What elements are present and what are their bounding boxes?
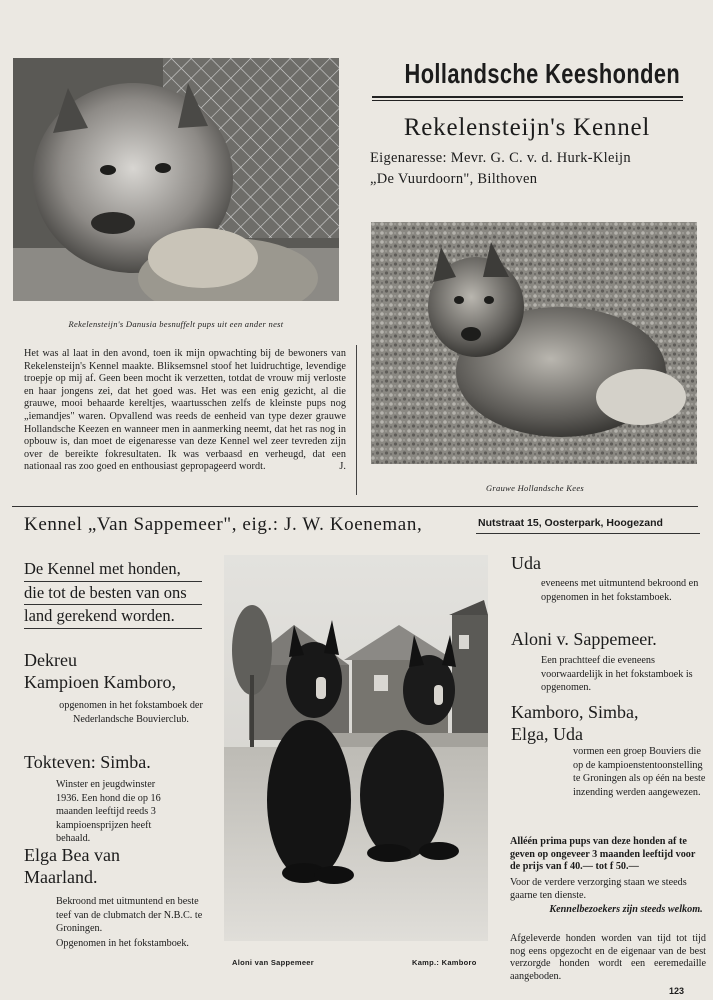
kennel2-address-rule <box>476 533 700 534</box>
dog-simba-name: Tokteven: Simba. <box>24 752 151 772</box>
caption-kamboro: Kamp.: Kamboro <box>412 958 477 967</box>
column-divider <box>356 345 357 495</box>
kennel-address: „De Vuurdoorn", Bilthoven <box>370 171 538 187</box>
dog-group-desc: vormen een groep Bouviers die op de kampioenstentoonstelling te Groningen als op één na beste inzending werden aangewezen. <box>573 746 706 798</box>
dog-uda-desc: eveneens met uitmuntend bekroond en opgenomen in het fokstamboek. <box>541 578 699 603</box>
photo-two-bouviers <box>224 555 488 941</box>
article-signature: J. <box>339 461 346 473</box>
caption-grey-keeshond: Grauwe Hollandsche Kees <box>485 483 585 493</box>
slogan-line-2: die tot de besten van ons <box>24 582 202 606</box>
magazine-title: Hollandsche Keeshonden <box>404 58 681 89</box>
article-body: Het was al laat in den avond, toen ik mijn opwachting bij de bewoners van Rekelensteijn's Kennel maakte. Bliksemsnel stoof het luidruchtige, levendige troepje op mij af. Geen been mocht ik verzetten, totdat de vrouw mij verloste en haar jongens zei, dat het goed was. Het was een enig gezicht, al die grauwe, mooi behaarde kereltjes, waartusschen zelfs de kleinste pups nog „iemandjes" waren. Opvallend was reeds de eenheid van type dezer grauwe Hollandsche Keezen en wanneer men in aanmerking neemt, dat het ras nog in opbouw is, dan moet de eigenaresse van deze Kennel wel zeer tevreden zijn over de bereikte fokresultaten. Ik was verbaasd en verheugd, dat een nationaal ras zoo goed en enthousiast gepropageerd wordt. <box>24 348 346 473</box>
title-rule-thin <box>372 100 683 101</box>
title-rule-thick <box>372 96 683 98</box>
article-text <box>24 348 346 474</box>
further-care: Voor de verdere verzorging staan we steeds gaarne ten dienste. <box>510 877 687 901</box>
kennel-owner: Eigenaresse: Mevr. G. C. v. d. Hurk-Kleijn <box>370 150 631 166</box>
kennel2-title: Kennel „Van Sappemeer", eig.: J. W. Koeneman, <box>24 514 423 535</box>
photo-grey-keeshond <box>371 222 697 464</box>
kennel-name: Rekelensteijn's Kennel <box>403 114 651 141</box>
visitors-welcome: Kennelbezoekers zijn steeds welkom. <box>549 904 703 915</box>
caption-aloni: Aloni van Sappemeer <box>232 958 314 967</box>
dog-group-name: Kamboro, Simba, Elga, Uda <box>511 702 639 744</box>
slogan-line-3: land gerekend worden. <box>24 605 202 629</box>
dog-dekreu-desc: opgenomen in het fokstamboek der Nederlandsche Bouvierclub. <box>59 700 203 725</box>
kennel2-slogan <box>24 558 202 629</box>
medal-note: Afgeleverde honden worden van tijd tot tijd nog eens opgezocht en de eigenaar van de best verzorgde honden wordt een eeremedaille aangeboden. <box>510 933 706 982</box>
dog-aloni-desc: Een prachtteef die eveneens voorwaardelijk in het fokstamboek is opgenomen. <box>541 655 693 693</box>
kennel2-address: Nutstraat 15, Oosterpark, Hoogezand <box>478 517 663 529</box>
slogan-line-1: De Kennel met honden, <box>24 558 202 582</box>
dog-aloni-name: Aloni v. Sappemeer. <box>511 629 657 649</box>
dog-elga-name: Elga Bea van Maarland. <box>24 845 120 887</box>
dog-uda-name: Uda <box>511 553 541 573</box>
dog-elga-desc: Bekroond met uitmuntend en beste teef van de clubmatch der N.B.C. te Groningen. <box>56 896 203 934</box>
dog-elga-desc2: Opgenomen in het fokstamboek. <box>56 938 189 949</box>
photo-dog-with-pups <box>13 58 339 301</box>
section-divider <box>12 506 698 507</box>
page-number: 123 <box>669 986 685 996</box>
dog-simba-desc: Winster en jeugdwinster 1936. Een hond die op 16 maanden leeftijd reeds 3 kampioensprijzen heeft behaald. <box>56 779 161 844</box>
pups-offer: Alléén prima pups van deze honden af te geven op ongeveer 3 maanden leeftijd voor de prijs van f 40.— tot f 50.— <box>510 836 696 873</box>
caption-dog-with-pups: Rekelensteijn's Danusia besnuffelt pups uit een ander nest <box>68 319 284 329</box>
dog-dekreu-name: Dekreu Kampioen Kamboro, <box>24 650 176 692</box>
